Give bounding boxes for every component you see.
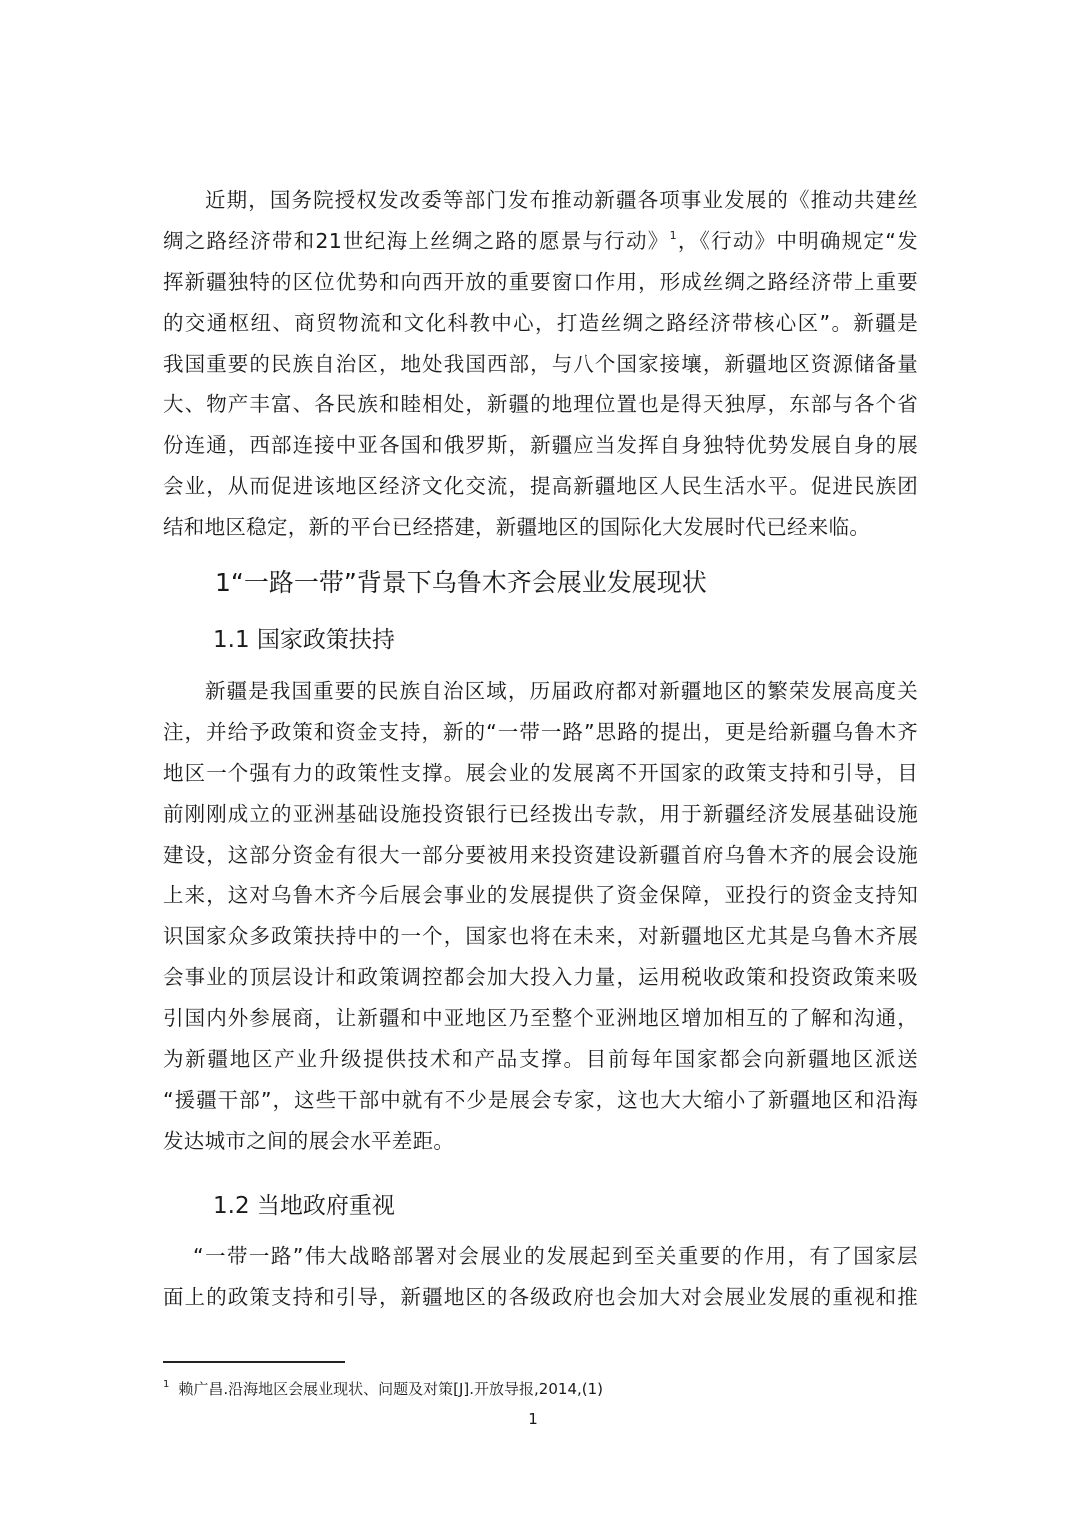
section-heading-1-1: 1.1 国家政策扶持 (213, 627, 395, 653)
text-line: 挥新疆独特的区位优势和向西开放的重要窗口作用，形成丝绸之路经济带上重要 (163, 269, 918, 294)
text-line: 注，并给予政策和资金支持，新的“一带一路”思路的提出，更是给新疆乌鲁木齐 (163, 719, 918, 744)
text-line: 新疆是我国重要的民族自治区域，历届政府都对新疆地区的繁荣发展高度关 (205, 679, 918, 703)
text-line: 引国内外参展商，让新疆和中亚地区乃至整个亚洲地区增加相互的了解和沟通， (163, 1006, 918, 1031)
text-line: 面上的政策支持和引导，新疆地区的各级政府也会加大对会展业发展的重视和推 (163, 1284, 918, 1309)
text-line: “援疆干部”，这些干部中就有不少是展会专家，这也大大缩小了新疆地区和沿海 (163, 1087, 918, 1112)
section-heading-1: 1“一路一带”背景下乌鲁木齐会展业发展现状 (215, 568, 707, 597)
paragraph-intro (163, 180, 918, 548)
text-segment: 绸之路经济带和21世纪海上丝绸之路的愿景与行动》 (163, 228, 670, 253)
text-line: 发达城市之间的展会水平差距。 (163, 1128, 455, 1153)
text-line: 份连通，西部连接中亚各国和俄罗斯，新疆应当发挥自身独特优势发展自身的展 (163, 433, 918, 458)
text-line: 大、物产丰富、各民族和睦相处，新疆的地理位置也是得天独厚，东部与各个省 (163, 392, 918, 417)
paragraph-1-1 (163, 671, 918, 1162)
text-line: 的交通枢纽、商贸物流和文化科教中心，打造丝绸之路经济带核心区”。新疆是 (163, 310, 918, 335)
paragraph-1-2 (163, 1236, 918, 1318)
text-line: 识国家众多政策扶持中的一个，国家也将在未来，对新疆地区尤其是乌鲁木齐展 (163, 924, 918, 949)
text-line: 我国重要的民族自治区，地处我国西部，与八个国家接壤，新疆地区资源储备量 (163, 351, 918, 376)
section-heading-1-2: 1.2 当地政府重视 (213, 1193, 395, 1219)
text-line: 会事业的顶层设计和政策调控都会加大投入力量，运用税收政策和投资政策来吸 (163, 965, 918, 990)
text-line: 结和地区稳定，新的平台已经搭建，新疆地区的国际化大发展时代已经来临。 (163, 515, 871, 540)
footnote-mark: 1 (163, 1379, 170, 1390)
text-line (163, 221, 918, 262)
text-line: 地区一个强有力的政策性支撑。展会业的发展离不开国家的政策支持和引导，目 (163, 760, 918, 785)
footnote-separator (163, 1361, 345, 1363)
text-line: 建设，这部分资金有很大一部分要被用来投资建设新疆首府乌鲁木齐的展会设施 (163, 842, 918, 867)
footnote-text: 赖广昌.沿海地区会展业现状、问题及对策[J].开放导报,2014,(1) (178, 1380, 603, 1398)
text-line: 前刚刚成立的亚洲基础设施投资银行已经拨出专款，用于新疆经济发展基础设施 (163, 801, 918, 826)
text-line: 上来，这对乌鲁木齐今后展会事业的发展提供了资金保障，亚投行的资金支持知 (163, 883, 918, 908)
page-number: 1 (528, 1410, 538, 1428)
text-line: 会业，从而促进该地区经济文化交流，提高新疆地区人民生活水平。促进民族团 (163, 474, 918, 499)
footnote (163, 1374, 603, 1400)
text-line: 为新疆地区产业升级提供技术和产品支撑。目前每年国家都会向新疆地区派送 (163, 1047, 918, 1072)
text-line: “一带一路”伟大战略部署对会展业的发展起到至关重要的作用，有了国家层 (193, 1244, 918, 1268)
text-line: 近期，国务院授权发改委等部门发布推动新疆各项事业发展的《推动共建丝 (205, 188, 918, 212)
text-segment: ，《行动》中明确规定“发 (676, 228, 918, 253)
footnote-reference[interactable]: 1 (669, 228, 677, 242)
